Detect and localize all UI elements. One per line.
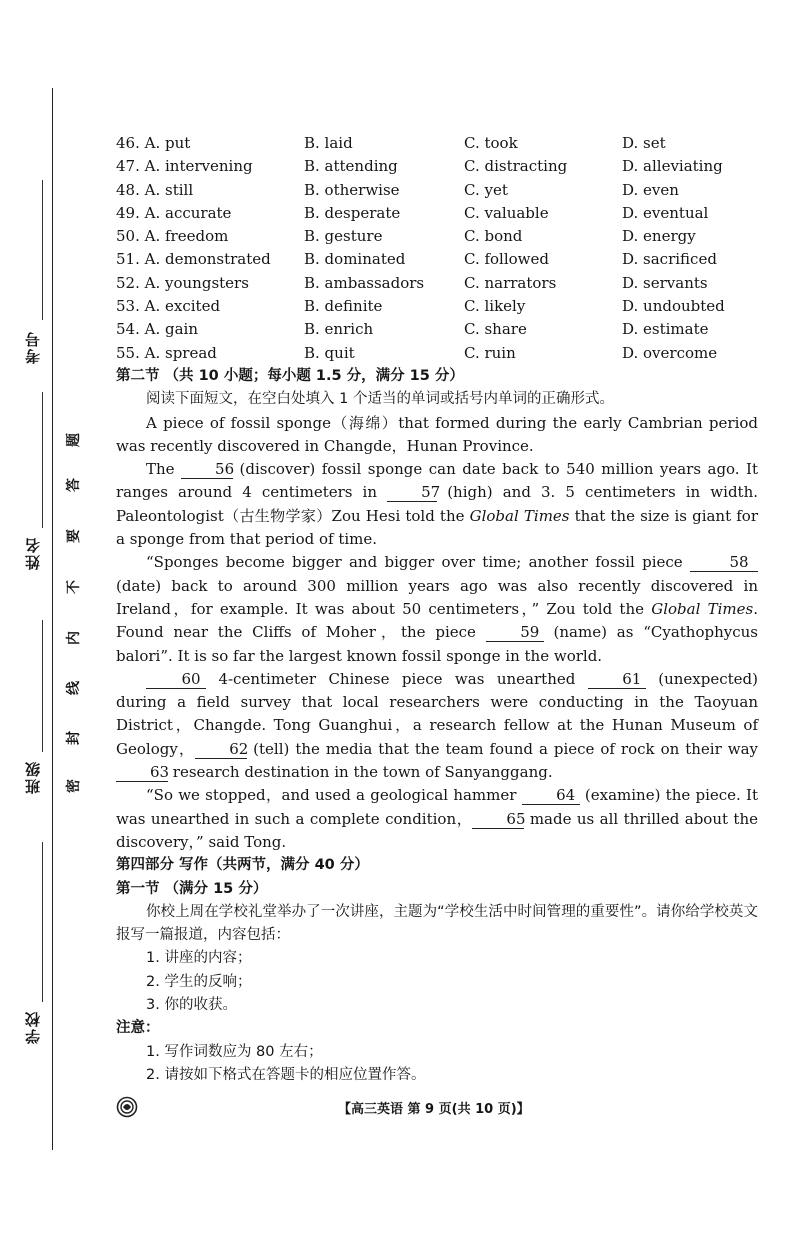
school-field: [42, 842, 43, 1002]
option-b[interactable]: B. laid: [304, 134, 353, 152]
blank-56[interactable]: 56: [181, 460, 233, 479]
option-row: [116, 132, 758, 155]
question-number: 46.: [116, 134, 140, 152]
blank-60[interactable]: 60: [146, 670, 206, 689]
option-a[interactable]: A. demonstrated: [144, 250, 271, 269]
blank-57[interactable]: 57: [387, 483, 437, 502]
name-field: [42, 392, 43, 528]
option-row: [116, 202, 758, 225]
option-a[interactable]: A. freedom: [144, 227, 229, 246]
option-b[interactable]: B. otherwise: [304, 180, 400, 199]
seal-char: 密: [66, 779, 82, 793]
option-b[interactable]: B. quit: [304, 343, 355, 362]
option-c[interactable]: C. followed: [464, 250, 550, 269]
label-school: 学校: [24, 1010, 42, 1044]
seal-char: 线: [66, 681, 82, 695]
part4-heading: 第四部分 写作（共两节，满分 40 分）: [116, 857, 369, 874]
question-number: 51.: [116, 250, 140, 269]
seal-char: 题: [66, 433, 82, 447]
option-a[interactable]: A. still: [144, 180, 194, 199]
prompt-item: 2. 学生的反响；: [146, 973, 252, 990]
note-label: 注意：: [116, 1020, 160, 1037]
option-d[interactable]: D. energy: [622, 227, 696, 246]
option-a[interactable]: A. put: [144, 134, 191, 152]
exam-number-field: [42, 180, 43, 320]
part4-section1-heading: 第一节 （满分 15 分）: [116, 880, 268, 897]
option-d[interactable]: D. set: [622, 134, 666, 152]
seal-char: 不: [66, 580, 82, 594]
option-c[interactable]: C. narrators: [464, 273, 557, 292]
class-field: [42, 620, 43, 752]
option-c[interactable]: C. share: [464, 320, 527, 339]
options-table: [116, 132, 758, 365]
option-row: [116, 342, 758, 365]
question-number: 47.: [116, 157, 140, 176]
seal-char: 要: [66, 529, 82, 543]
option-b[interactable]: B. gesture: [304, 227, 383, 246]
option-b[interactable]: B. attending: [304, 157, 398, 176]
option-b[interactable]: B. desperate: [304, 203, 401, 222]
seal-char: 答: [66, 478, 82, 492]
label-class: 班级: [24, 760, 42, 794]
option-row: [116, 225, 758, 248]
option-c[interactable]: C. ruin: [464, 343, 516, 362]
option-d[interactable]: D. sacrificed: [622, 250, 717, 269]
seal-char: 内: [66, 631, 82, 645]
note-item: 1. 写作词数应为 80 左右；: [146, 1043, 323, 1060]
passage-paragraph-3: “Sponges become bigger and bigger over time; another fossil piece 58 (date) back to around 300 million years ago was also recently discovered in Ireland，for example. It was about 50 centimeters，” Zou told the Global Times. Found near the Cliffs of Moher，the piece 59 (name) as “Cyathophycus balori”. It is so far the largest known fossil sponge in the world.: [116, 553, 758, 665]
option-a[interactable]: A. accurate: [144, 203, 232, 222]
option-row: [116, 318, 758, 341]
blank-58[interactable]: 58: [690, 553, 758, 572]
section2-instruction: 阅读下面短文，在空白处填入 1 个适当的单词或括号内单词的正确形式。: [146, 391, 614, 408]
question-number: 55.: [116, 343, 140, 362]
writing-prompt: 你校上周在学校礼堂举办了一次讲座，主题为“学校生活中时间管理的重要性”。请你给学校英文报写一篇报道，内容包括：: [116, 903, 758, 944]
option-c[interactable]: C. yet: [464, 180, 508, 199]
blank-59[interactable]: 59: [486, 623, 544, 642]
binding-margin: [0, 0, 100, 1234]
option-d[interactable]: D. even: [622, 180, 679, 199]
option-c[interactable]: C. valuable: [464, 203, 549, 222]
option-row: [116, 295, 758, 318]
option-d[interactable]: D. overcome: [622, 343, 718, 362]
option-c[interactable]: C. bond: [464, 227, 523, 246]
question-number: 54.: [116, 320, 140, 339]
option-a[interactable]: A. spread: [144, 343, 217, 362]
question-number: 53.: [116, 297, 140, 316]
passage-paragraph-5: “So we stopped，and used a geological hammer 64 (examine) the piece. It was unearthed in such a complete condition， 65 made us all thrilled about the discovery，” said Tong.: [116, 786, 758, 851]
option-b[interactable]: B. definite: [304, 297, 383, 316]
page-content: [116, 132, 758, 1087]
option-d[interactable]: D. servants: [622, 273, 708, 292]
option-d[interactable]: D. estimate: [622, 320, 709, 339]
label-exam-number: 考号: [24, 330, 42, 364]
option-c[interactable]: C. took: [464, 134, 518, 152]
footer-page-number: 【高三英语 第 9 页(共 10 页)】: [338, 1102, 530, 1117]
option-b[interactable]: B. dominated: [304, 250, 406, 269]
option-d[interactable]: D. alleviating: [622, 157, 723, 176]
binding-line: [52, 88, 53, 1150]
option-b[interactable]: B. enrich: [304, 320, 374, 339]
note-item: 2. 请按如下格式在答题卡的相应位置作答。: [146, 1066, 426, 1083]
question-number: 50.: [116, 227, 140, 246]
option-a[interactable]: A. gain: [144, 320, 199, 339]
passage-paragraph-2: The 56 (discover) fossil sponge can date back to 540 million years ago. It ranges around 4 centimeters in 57 (high) and 3. 5 centimeters in width. Paleontologist（古生物学家）Zou Hesi told the Global Times that the size is giant for a sponge from that period of time.: [116, 460, 759, 549]
option-row: [116, 248, 758, 271]
option-a[interactable]: A. youngsters: [144, 273, 249, 292]
option-row: [116, 179, 758, 202]
page-footer: [116, 1096, 756, 1120]
seal-char: 封: [66, 731, 82, 745]
blank-64[interactable]: 64: [522, 786, 580, 805]
passage-paragraph-1: A piece of fossil sponge（海绵）that formed during the early Cambrian period was recently discovered in Changde，Hunan Province.: [116, 413, 758, 455]
option-d[interactable]: D. eventual: [622, 203, 709, 222]
option-c[interactable]: C. likely: [464, 297, 526, 316]
prompt-item: 3. 你的收获。: [146, 996, 237, 1013]
passage-paragraph-4: 60 4-centimeter Chinese piece was unearthed 61 (unexpected) during a field survey that local researchers were conducting in the Taoyuan District，Changde. Tong Guanghui，a research fellow at the Hunan Museum of Geology， 62 (tell) the media that the team found a piece of rock on their way 63 research destination in the town of Sanyanggang.: [116, 669, 758, 782]
question-number: 49.: [116, 203, 140, 222]
prompt-item: 1. 讲座的内容；: [146, 950, 252, 967]
blank-62[interactable]: 62: [195, 740, 247, 759]
option-row: [116, 272, 758, 295]
option-a[interactable]: A. intervening: [144, 157, 253, 176]
option-c[interactable]: C. distracting: [464, 157, 568, 176]
question-number: 52.: [116, 273, 140, 292]
question-number: 48.: [116, 180, 140, 199]
label-name: 姓名: [24, 536, 42, 570]
section2-heading: 第二节 （共 10 小题；每小题 1.5 分，满分 15 分）: [116, 367, 464, 384]
option-a[interactable]: A. excited: [144, 297, 221, 316]
publisher-logo-icon: [116, 1096, 138, 1118]
option-b[interactable]: B. ambassadors: [304, 273, 425, 292]
blank-61[interactable]: 61: [588, 670, 646, 689]
blank-63[interactable]: 63: [116, 763, 168, 782]
blank-65[interactable]: 65: [472, 810, 524, 829]
option-d[interactable]: D. undoubted: [622, 297, 725, 316]
option-row: [116, 155, 758, 178]
